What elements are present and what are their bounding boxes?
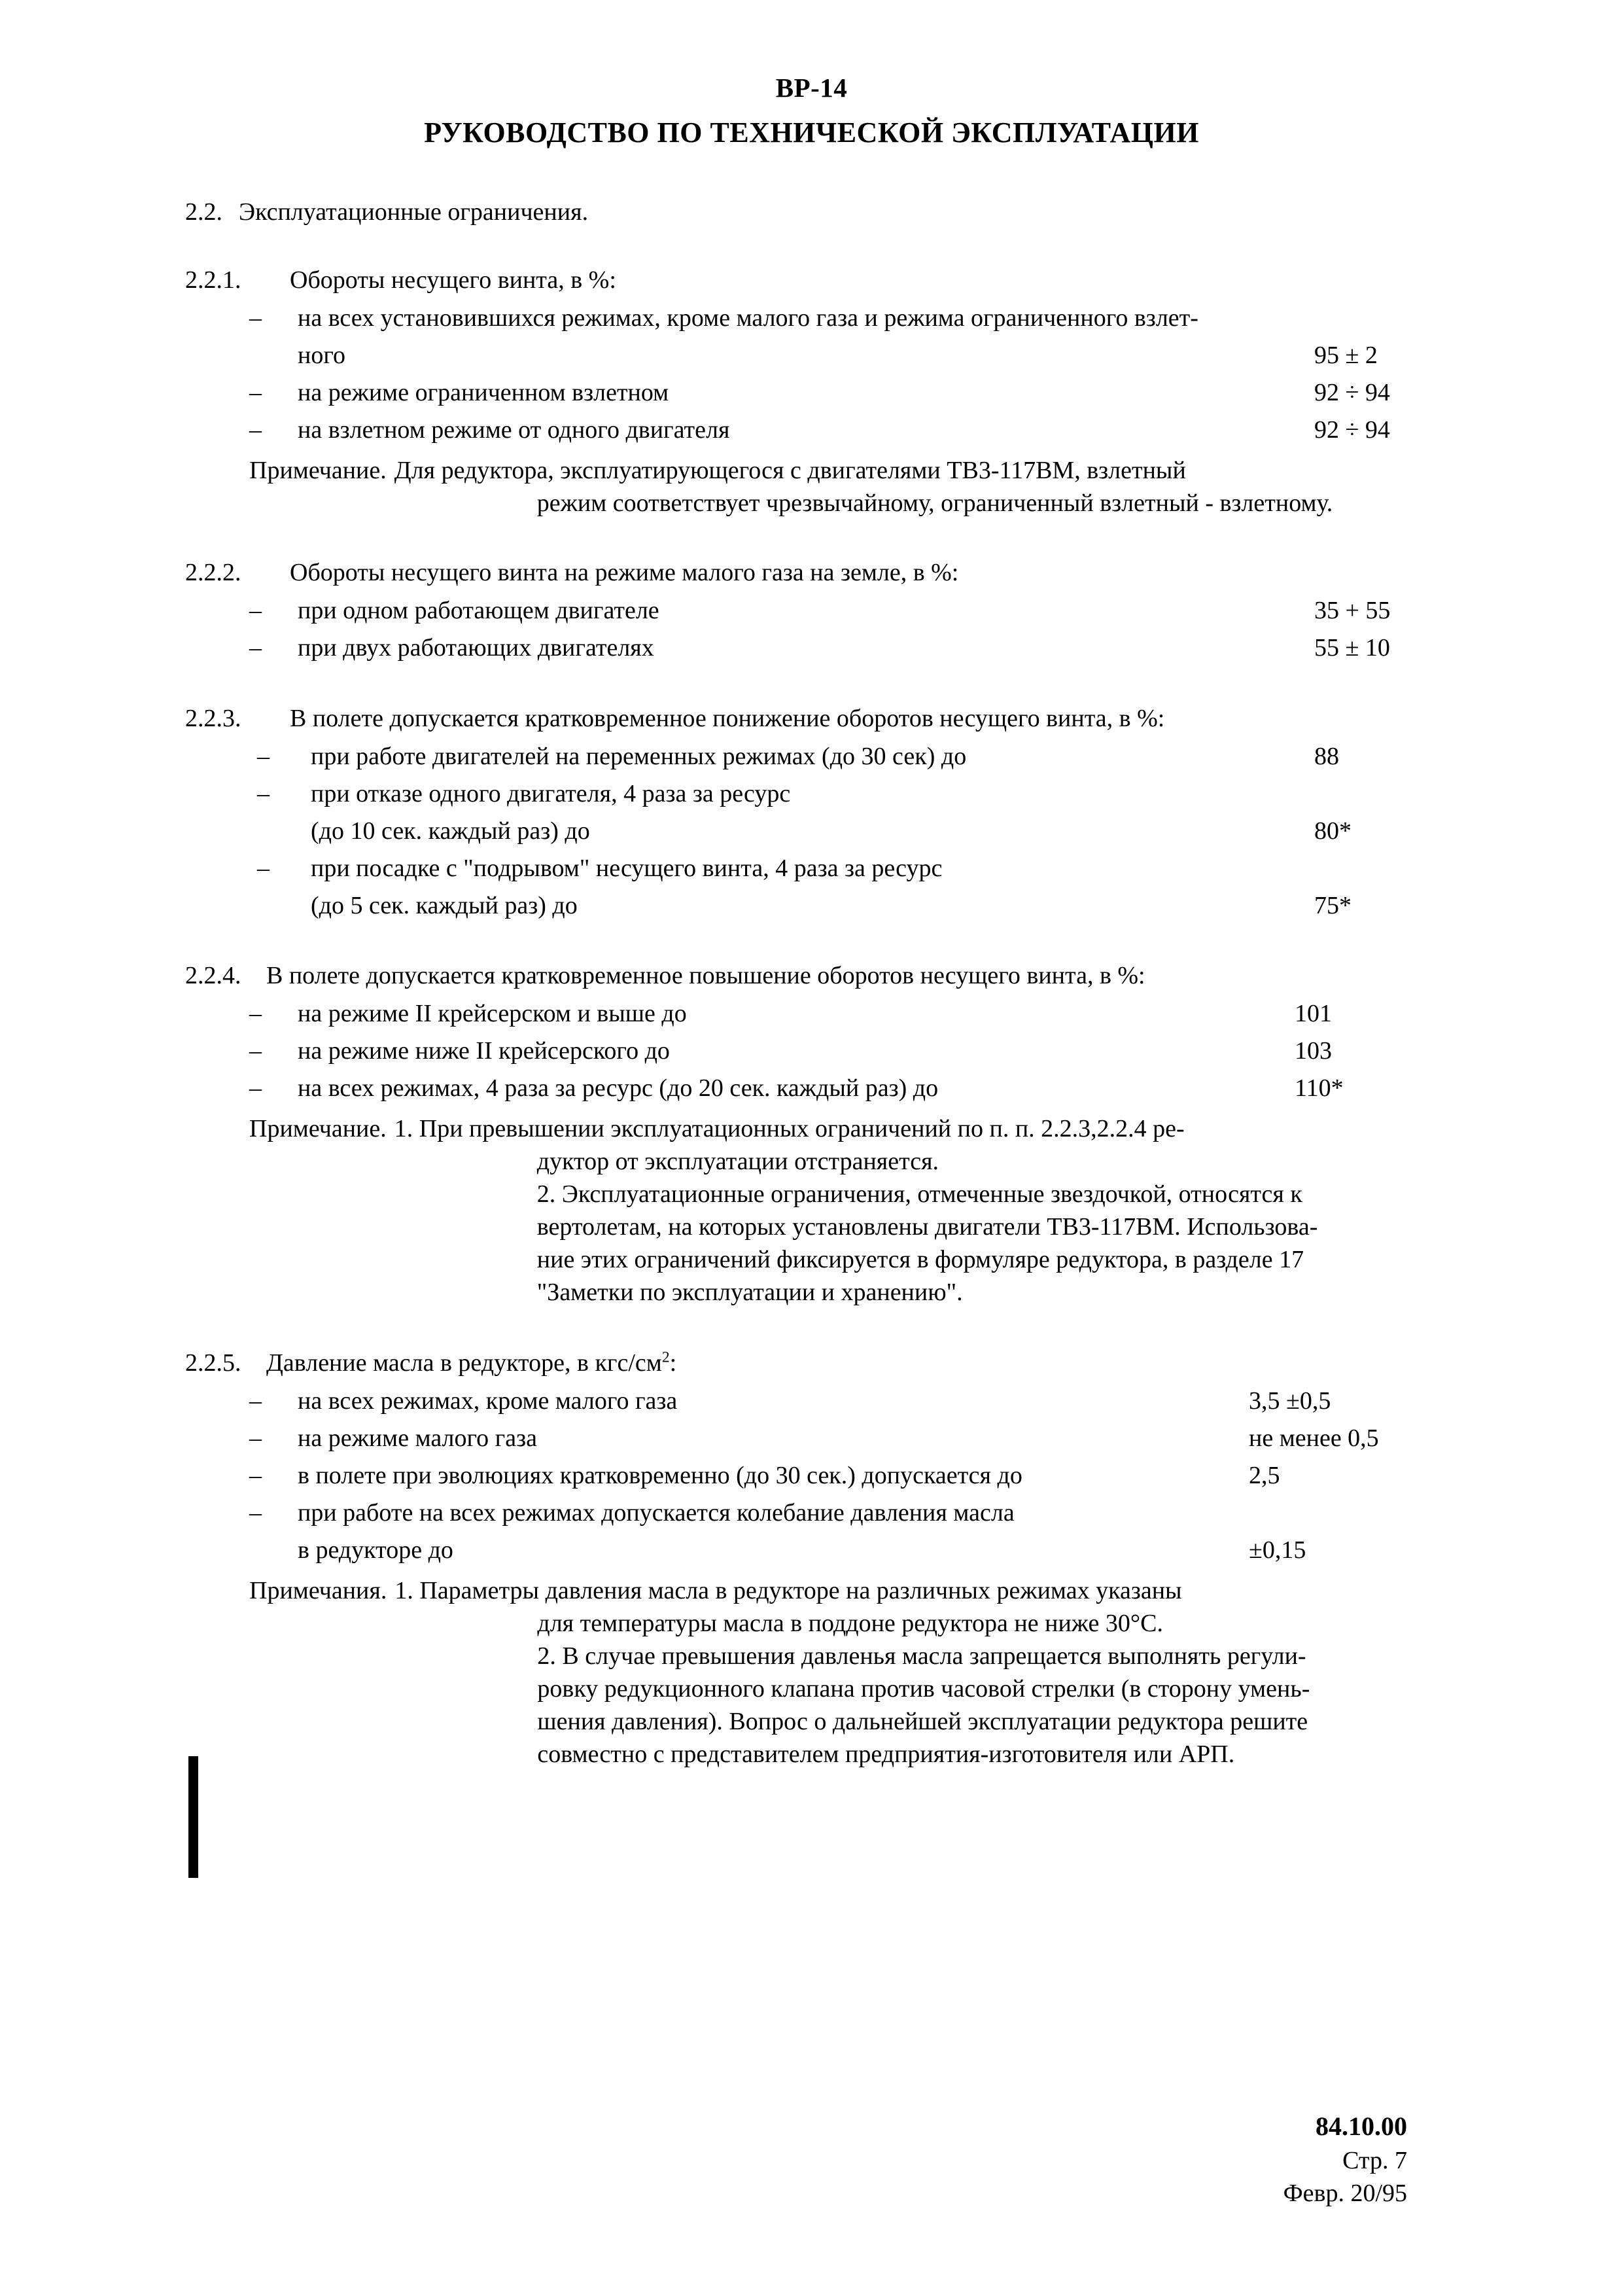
list-item-label-cont: (до 10 сек. каждый раз) до <box>311 817 590 845</box>
section-2-2-1 <box>185 264 1530 520</box>
bullet-dash-icon: – <box>249 415 262 444</box>
list-item-label: на всех установившихся режимах, кроме малого газа и режима ограниченного взлет- <box>298 304 1198 332</box>
note-line: ние этих ограничений фиксируется в формуляре редуктора, в разделе 17 <box>536 1246 1304 1274</box>
list-item-label: при посадке с "подрывом" несущего винта, 4 раза за ресурс <box>311 854 943 882</box>
list-item <box>185 1385 1530 1418</box>
list-item <box>185 1072 1530 1105</box>
list-item <box>185 998 1530 1031</box>
section-item-list <box>185 1385 1530 1567</box>
list-item <box>185 1035 1530 1068</box>
section-heading <box>185 557 1530 590</box>
footer-revision-date: Февр. 20/95 <box>1283 2179 1407 2207</box>
section-note <box>185 455 1530 520</box>
section-2-2-5 <box>185 1347 1530 1771</box>
superscript-square: 2 <box>661 1349 670 1366</box>
list-item-label: на всех режимах, 4 раза за ресурс (до 20 сек. каждый раз) до <box>298 1074 939 1103</box>
list-item <box>185 1497 1530 1530</box>
note-line: ровку редукционного клапана против часовой стрелки (в сторону умень- <box>537 1674 1310 1703</box>
note-body <box>387 1113 1530 1309</box>
note-body <box>387 455 1530 520</box>
document-title: РУКОВОДСТВО ПО ТЕХНИЧЕСКОЙ ЭКСПЛУАТАЦИИ <box>424 116 1199 149</box>
list-item-value: 92 ÷ 94 <box>1314 378 1390 406</box>
list-item <box>185 595 1530 627</box>
list-item-value: 88 <box>1314 742 1339 770</box>
bullet-dash-icon: – <box>249 1424 262 1453</box>
list-item-continuation <box>185 340 1530 372</box>
list-item-label: на всех режимах, кроме малого газа <box>298 1387 678 1415</box>
section-item-list <box>185 741 1530 923</box>
revision-change-bar <box>188 1756 198 1878</box>
section-item-list <box>185 998 1530 1105</box>
section-heading <box>185 1347 1530 1380</box>
section-2-2-3 <box>185 703 1530 923</box>
note-line: режим соответствует чрезвычайному, ограниченный взлетный - взлетному. <box>536 489 1333 517</box>
list-item-label: на взлетном режиме от одного двигателя <box>298 415 730 444</box>
list-item-label: при одном работающем двигателе <box>298 596 659 624</box>
note-line: дуктор от эксплуатации отстраняется. <box>536 1148 939 1176</box>
bullet-dash-icon: – <box>249 1499 262 1527</box>
list-item-value: 75* <box>1314 891 1352 919</box>
note-line: "Заметки по эксплуатации и хранению". <box>536 1279 963 1307</box>
bullet-dash-icon: – <box>249 1387 262 1415</box>
section-title <box>266 1347 1530 1380</box>
list-item-label: при работе двигателей на переменных режимах (до 30 сек) до <box>311 742 967 770</box>
list-item-continuation <box>185 1534 1530 1567</box>
list-item-value: 110* <box>1295 1074 1344 1103</box>
section-title: В полете допускается кратковременное повышение оборотов несущего винта, в %: <box>266 962 1145 990</box>
note-label: Примечание. <box>249 1115 387 1143</box>
list-item <box>185 1460 1530 1492</box>
document-header <box>0 0 1623 149</box>
note-label: Примечание. <box>249 456 387 484</box>
document-body <box>185 196 1530 1771</box>
list-item-value: 80* <box>1314 817 1352 845</box>
section-2-2-2 <box>185 557 1530 665</box>
list-item-label-cont: (до 5 сек. каждый раз) до <box>311 891 578 919</box>
footer-page-number: Стр. 7 <box>1342 2146 1407 2174</box>
bullet-dash-icon: – <box>249 304 262 332</box>
bullet-dash-icon: – <box>249 378 262 406</box>
list-item-value: 55 ± 10 <box>1314 633 1390 662</box>
list-item-label: на режиме малого газа <box>298 1424 537 1453</box>
section-number: 2.2.5. <box>185 1349 241 1377</box>
section-title-suffix: : <box>669 1349 677 1377</box>
list-item-value: 2,5 <box>1249 1462 1280 1490</box>
list-item-label-cont: в редукторе до <box>298 1536 453 1564</box>
bullet-dash-icon: – <box>257 779 270 807</box>
section-title: Обороты несущего винта на режиме малого газа на земле, в %: <box>290 558 959 586</box>
note-line: совместно с представителем предприятия-изготовителя или АРП. <box>537 1740 1235 1768</box>
list-item-label: на режиме II крейсерском и выше до <box>298 1000 687 1028</box>
section-heading <box>185 264 1530 297</box>
document-footer <box>1283 2110 1407 2210</box>
list-item <box>185 853 1530 885</box>
bullet-dash-icon: – <box>257 854 270 882</box>
section-heading <box>185 703 1530 735</box>
list-item-value: 101 <box>1295 1000 1332 1028</box>
note-label: Примечания. <box>249 1576 387 1604</box>
bullet-dash-icon: – <box>249 1037 262 1065</box>
list-item-value: 95 ± 2 <box>1314 341 1378 369</box>
bullet-dash-icon: – <box>249 1074 262 1103</box>
note-line: для температуры масла в поддоне редуктора не ниже 30°С. <box>537 1609 1163 1637</box>
chapter-number: 2.2. <box>185 198 222 226</box>
section-item-list <box>185 302 1530 447</box>
list-item-value: 103 <box>1295 1037 1332 1065</box>
document-code: ВР-14 <box>775 73 848 103</box>
section-number: 2.2.3. <box>185 704 241 732</box>
section-number: 2.2.1. <box>185 266 241 294</box>
section-heading <box>185 960 1530 993</box>
note-line: 1. Параметры давления масла в редукторе на различных режимах указаны <box>394 1576 1182 1604</box>
list-item <box>185 1422 1530 1455</box>
list-item <box>185 741 1530 773</box>
list-item-label-cont: ного <box>298 341 345 369</box>
bullet-dash-icon: – <box>249 633 262 662</box>
note-line: вертолетам, на которых установлены двигатели ТВ3-117ВМ. Использова- <box>536 1213 1318 1241</box>
list-item-value: 92 ÷ 94 <box>1314 415 1390 444</box>
note-line: шения давления). Вопрос о дальнейшей эксплуатации редуктора решите <box>537 1707 1308 1735</box>
list-item <box>185 632 1530 665</box>
section-item-list <box>185 595 1530 665</box>
section-title-text: Давление масла в редукторе, в кгс/см <box>266 1349 662 1377</box>
note-line: Для редуктора, эксплуатирующегося с двигателями ТВ3-117ВМ, взлетный <box>394 456 1186 484</box>
note-body <box>387 1575 1530 1771</box>
section-number: 2.2.2. <box>185 558 241 586</box>
list-item-label: на режиме ограниченном взлетном <box>298 378 669 406</box>
list-item-continuation <box>185 890 1530 923</box>
section-2-2-4 <box>185 960 1530 1309</box>
chapter-heading <box>185 196 1530 229</box>
section-note <box>185 1575 1530 1771</box>
section-title: В полете допускается кратковременное понижение оборотов несущего винта, в %: <box>290 704 1165 732</box>
list-item-label: при работе на всех режимах допускается колебание давления масла <box>298 1499 1015 1527</box>
list-item-value: 3,5 ±0,5 <box>1249 1387 1331 1415</box>
bullet-dash-icon: – <box>257 742 270 770</box>
section-title: Обороты несущего винта, в %: <box>290 266 616 294</box>
list-item <box>185 377 1530 410</box>
note-line: 2. Эксплуатационные ограничения, отмеченные звездочкой, относятся к <box>536 1180 1302 1209</box>
bullet-dash-icon: – <box>249 1462 262 1490</box>
bullet-dash-icon: – <box>249 1000 262 1028</box>
section-note <box>185 1113 1530 1309</box>
list-item <box>185 778 1530 811</box>
bullet-dash-icon: – <box>249 596 262 624</box>
list-item-label: на режиме ниже II крейсерского до <box>298 1037 670 1065</box>
list-item-continuation <box>185 815 1530 848</box>
section-number: 2.2.4. <box>185 962 241 990</box>
list-item-label: при двух работающих двигателях <box>298 633 654 662</box>
list-item-value: не менее 0,5 <box>1249 1424 1379 1453</box>
list-item <box>185 302 1530 335</box>
list-item <box>185 414 1530 447</box>
list-item-label: при отказе одного двигателя, 4 раза за ресурс <box>311 779 791 807</box>
list-item-value: ±0,15 <box>1249 1536 1306 1564</box>
list-item-value: 35 + 55 <box>1314 596 1391 624</box>
chapter-title: Эксплуатационные ограничения. <box>239 198 589 226</box>
note-line: 2. В случае превышения давленья масла запрещается выполнять регули- <box>537 1642 1306 1670</box>
footer-document-code: 84.10.00 <box>1316 2111 1407 2141</box>
note-line: 1. При превышении эксплуатационных ограничений по п. п. 2.2.3,2.2.4 ре- <box>394 1115 1185 1143</box>
list-item-label: в полете при эволюциях кратковременно (до 30 сек.) допускается до <box>298 1462 1022 1490</box>
